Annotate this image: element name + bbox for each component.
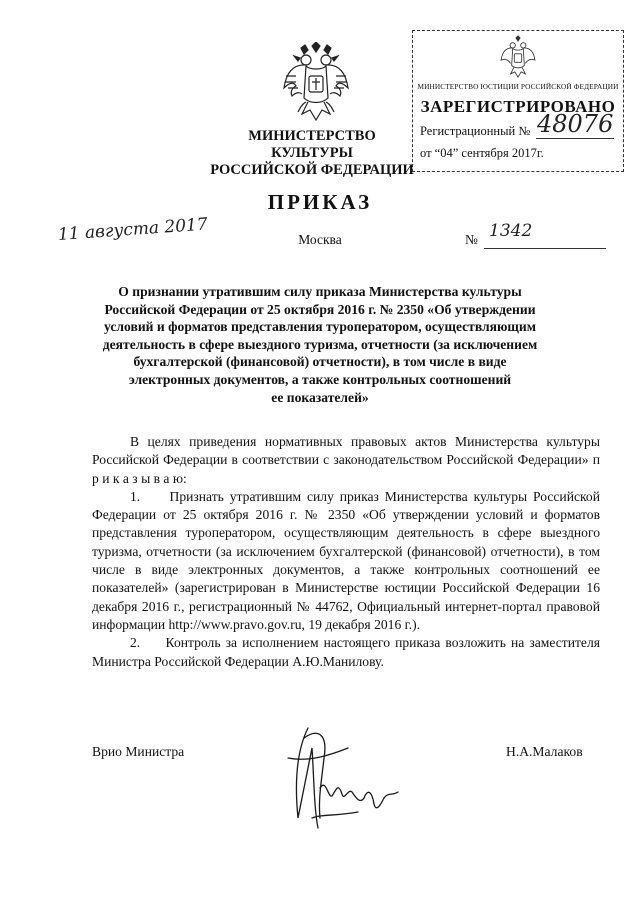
stamp-reg-number-label: Регистрационный № [420, 124, 531, 138]
heading-line: электронных документов, а также контрольных соотношений [128, 371, 512, 387]
handwritten-signature [268, 718, 408, 838]
heading-line: ее показателей» [271, 389, 369, 405]
item-2: 2. Контроль за исполнением настоящего приказа возложить на заместителя Министра Российской Федерации А.Ю.Манилову. [92, 635, 600, 669]
city: Москва [298, 232, 342, 247]
heading-line: бухгалтерской (финансовой) отчетности), в том числе в виде [133, 354, 507, 370]
handwritten-date: 11 августа 2017 [57, 214, 209, 245]
preamble: В целях приведения нормативных правовых актов Министерства культуры Российской Федерации в соответствии с законодательством Российской Федерации» п р и к а з ы в а ю: [92, 434, 600, 486]
order-heading [92, 283, 548, 406]
stamp-crest-icon [500, 35, 536, 79]
coat-of-arms-icon [282, 42, 350, 122]
stamp-registered: ЗАРЕГИСТРИРОВАНО [420, 97, 616, 116]
number-label: № [465, 232, 478, 247]
heading-line: О признании утратившим силу приказа Министерства культуры [118, 284, 522, 299]
handwritten-number: 1342 [489, 221, 533, 241]
heading-line: условий и форматов представления туроператором, осуществляющим [104, 319, 536, 335]
document-title: ПРИКАЗ [267, 190, 373, 214]
number-underline [484, 248, 606, 249]
stamp-underline [536, 138, 614, 139]
heading-line: деятельность в сфере выездного туризма, отчетности (за исключением [102, 336, 538, 352]
order-body [92, 433, 600, 671]
issuing-ministry [206, 128, 418, 179]
signer-title: Врио Министра [92, 744, 185, 759]
stamp-reg-number: 48076 [537, 110, 614, 138]
stamp-ministry: МИНИСТЕРСТВО ЮСТИЦИИ РОССИЙСКОЙ ФЕДЕРАЦИИ [417, 82, 619, 91]
stamp-date: от “04” сентября 2017г. [420, 146, 544, 160]
item-1: 1. Признать утратившим силу приказ Министерства культуры Российской Федерации от 25 октября 2016 г. № 2350 «Об утверждении условий и форматов представления туроператором, осуществляющим деятельность в сфере выездного туризма, отчетности (за исключением бухгалтерской (финансовой) отчетности), в том числе в виде электронных документов, а также контрольных соотношений ее показателей» (зарегистрирован в Министерстве юстиции Российской Федерации 16 декабря 2016 г., регистрационный № 44762, Официальный интернет-портал правовой информации http://www.pravo.gov.ru, 19 декабря 2016 г.). [92, 488, 600, 632]
heading-line: Российской Федерации от 25 октября 2016 г. № 2350 «Об утверждении [104, 301, 536, 317]
signer-name: Н.А.Малаков [506, 744, 583, 759]
ministry-line-1: МИНИСТЕРСТВО КУЛЬТУРЫ [248, 128, 376, 161]
ministry-line-2: РОССИЙСКОЙ ФЕДЕРАЦИИ [210, 162, 414, 178]
